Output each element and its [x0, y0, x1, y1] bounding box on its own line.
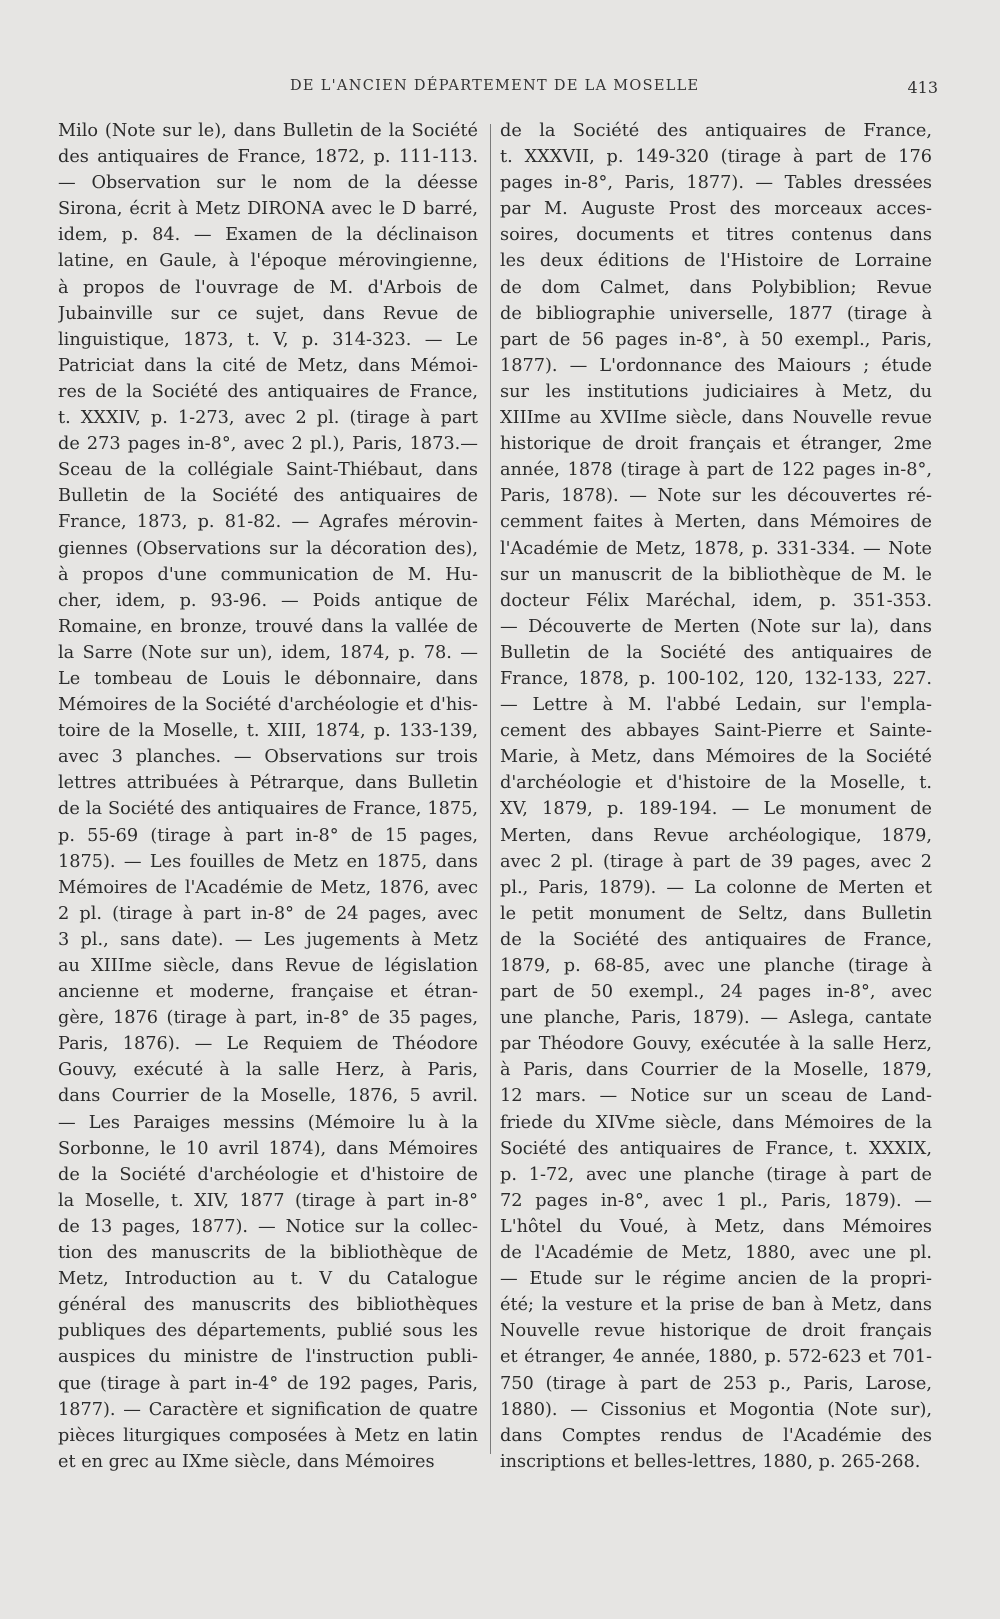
text-line: Sceau de la collégiale Saint-Thiébaut, dans: [58, 460, 478, 481]
text-line: de la Société d'archéologie et d'histoire de: [58, 1164, 478, 1185]
text-line: Marie, à Metz, dans Mémoires de la Société: [500, 747, 932, 768]
text-line: Milo (Note sur le), dans Bulletin de la Société: [58, 121, 478, 141]
text-line: Patriciat dans la cité de Metz, dans Mémoi-: [58, 355, 478, 376]
text-line: la Moselle, t. XIV, 1877 (tirage à part in-8°: [58, 1190, 478, 1211]
text-line: 72 pages in-8°, avec 1 pl., Paris, 1879). —: [500, 1190, 932, 1211]
text-line: dans Courrier de la Moselle, 1876, 5 avril.: [58, 1086, 478, 1107]
text-line: de 13 pages, 1877). — Notice sur la collec-: [58, 1216, 478, 1237]
text-line: France, 1878, p. 100-102, 120, 132-133, 227.: [500, 668, 932, 689]
text-line: Bulletin de la Société des antiquaires de: [500, 642, 932, 663]
text-line: de 273 pages in-8°, avec 2 pl.), Paris, 1873.—: [58, 434, 478, 455]
text-line: pièces liturgiques composées à Metz en latin: [58, 1425, 478, 1446]
text-line: Bulletin de la Société des antiquaires de: [58, 486, 478, 507]
text-line: auspices du ministre de l'instruction publi-: [58, 1347, 478, 1368]
text-line: Le tombeau de Louis le débonnaire, dans: [58, 668, 478, 689]
right-column: [500, 118, 932, 1475]
text-line: pl., Paris, 1879). — La colonne de Merten et: [500, 877, 932, 898]
text-line: sur les institutions judiciaires à Metz, du: [500, 381, 932, 402]
text-line: 750 (tirage à part de 253 p., Paris, Larose,: [500, 1373, 932, 1394]
text-line: Sirona, écrit à Metz DIRONA avec le D barré,: [58, 199, 478, 220]
text-line: que (tirage à part in-4° de 192 pages, Paris,: [58, 1373, 478, 1394]
text-line: 1877). — Caractère et signification de quatre: [58, 1399, 478, 1420]
text-line: d'archéologie et d'histoire de la Moselle, t.: [500, 773, 932, 794]
text-line: à Paris, dans Courrier de la Moselle, 1879,: [500, 1060, 932, 1081]
text-line: de la Société des antiquaires de France,: [500, 121, 932, 141]
text-line: cemment faites à Merten, dans Mémoires de: [500, 512, 932, 533]
text-line: Sorbonne, le 10 avril 1874), dans Mémoires: [58, 1138, 478, 1159]
text-line: 3 pl., sans date). — Les jugements à Metz: [58, 929, 478, 950]
text-line: la Sarre (Note sur un), idem, 1874, p. 78. —: [58, 642, 478, 663]
text-line: XIIIme au XVIIme siècle, dans Nouvelle revue: [500, 408, 932, 429]
text-line: Romaine, en bronze, trouvé dans la vallée de: [58, 616, 478, 637]
text-line: les deux éditions de l'Histoire de Lorraine: [500, 251, 932, 272]
text-line: giennes (Observations sur la décoration des),: [58, 538, 478, 559]
text-line: inscriptions et belles-lettres, 1880, p. 265-268.: [500, 1451, 921, 1472]
text-line: publiques des départements, publié sous les: [58, 1321, 478, 1342]
text-line: Merten, dans Revue archéologique, 1879,: [500, 825, 932, 846]
text-line: Gouvy, exécuté à la salle Herz, à Paris,: [58, 1060, 478, 1081]
text-line: Paris, 1876). — Le Requiem de Théodore: [58, 1034, 478, 1055]
text-line: 1879, p. 68-85, avec une planche (tirage à: [500, 956, 932, 976]
text-line: latine, en Gaule, à l'époque mérovingienne,: [58, 251, 478, 272]
text-line: France, 1873, p. 81-82. — Agrafes mérovin-: [58, 512, 478, 533]
text-line: le petit monument de Seltz, dans Bulletin: [500, 903, 932, 924]
text-line: de l'Académie de Metz, 1880, avec une pl.: [500, 1243, 932, 1264]
text-line: soires, documents et titres contenus dans: [500, 225, 932, 246]
text-line: au XIIIme siècle, dans Revue de législation: [58, 956, 478, 976]
text-line: et en grec au IXme siècle, dans Mémoires: [58, 1451, 435, 1472]
text-line: Paris, 1878). — Note sur les découvertes ré-: [500, 486, 932, 507]
text-line: part de 50 exempl., 24 pages in-8°, avec: [500, 982, 932, 1003]
text-line: Jubainville sur ce sujet, dans Revue de: [58, 303, 478, 324]
text-line: linguistique, 1873, t. V, p. 314-323. — Le: [58, 329, 478, 350]
text-line: — Découverte de Merten (Note sur la), dans: [500, 616, 932, 637]
text-line: — Etude sur le régime ancien de la propri-: [500, 1269, 932, 1290]
text-line: de la Société des antiquaires de France, 1875,: [58, 799, 478, 820]
text-line: gère, 1876 (tirage à part, in-8° de 35 pages,: [58, 1008, 478, 1029]
text-line: une planche, Paris, 1879). — Aslega, cantate: [500, 1008, 932, 1029]
text-line: général des manuscrits des bibliothèques: [58, 1295, 478, 1316]
text-line: historique de droit français et étranger, 2me: [500, 434, 932, 455]
text-line: année, 1878 (tirage à part de 122 pages in-8°,: [500, 460, 932, 481]
text-line: l'Académie de Metz, 1878, p. 331-334. — Note: [500, 538, 932, 559]
text-line: des antiquaires de France, 1872, p. 111-113.: [58, 147, 478, 168]
text-line: 1877). — L'ordonnance des Maiours ; étude: [500, 355, 932, 376]
text-line: XV, 1879, p. 189-194. — Le monument de: [500, 799, 932, 820]
text-line: Mémoires de la Société d'archéologie et d'his-: [58, 695, 478, 716]
text-line: tion des manuscrits de la bibliothèque de: [58, 1243, 478, 1264]
text-line: — Observation sur le nom de la déesse: [58, 173, 478, 194]
left-column: [58, 118, 478, 1475]
text-line: été; la vesture et la prise de ban à Metz, dans: [500, 1295, 932, 1316]
text-line: cher, idem, p. 93-96. — Poids antique de: [58, 590, 478, 611]
text-line: sur un manuscrit de la bibliothèque de M. le: [500, 564, 932, 585]
text-line: t. XXXVII, p. 149-320 (tirage à part de 176: [500, 147, 932, 168]
text-line: cement des abbayes Saint-Pierre et Sainte-: [500, 721, 932, 742]
text-line: 12 mars. — Notice sur un sceau de Land-: [500, 1086, 932, 1107]
text-line: pages in-8°, Paris, 1877). — Tables dressées: [500, 173, 932, 194]
text-line: 1875). — Les fouilles de Metz en 1875, dans: [58, 851, 478, 872]
text-line: 2 pl. (tirage à part in-8° de 24 pages, avec: [58, 903, 478, 924]
text-line: lettres attribuées à Pétrarque, dans Bulletin: [58, 773, 478, 794]
text-line: ancienne et moderne, française et étran-: [58, 982, 478, 1003]
text-line: et étranger, 4e année, 1880, p. 572-623 et 701-: [500, 1347, 932, 1368]
text-line: friede du XIVme siècle, dans Mémoires de la: [500, 1112, 932, 1133]
text-line: avec 2 pl. (tirage à part de 39 pages, avec 2: [500, 851, 932, 872]
text-line: — Lettre à M. l'abbé Ledain, sur l'empla-: [500, 695, 932, 716]
text-line: 1880). — Cissonius et Mogontia (Note sur),: [500, 1399, 932, 1420]
text-line: idem, p. 84. — Examen de la déclinaison: [58, 225, 478, 246]
text-line: p. 55-69 (tirage à part in-8° de 15 pages,: [58, 825, 478, 846]
text-line: de dom Calmet, dans Polybiblion; Revue: [500, 277, 932, 298]
text-line: docteur Félix Maréchal, idem, p. 351-353.: [500, 590, 932, 611]
text-line: de bibliographie universelle, 1877 (tirage à: [500, 303, 932, 324]
text-line: — Les Paraiges messins (Mémoire lu à la: [58, 1112, 478, 1133]
text-line: à propos d'une communication de M. Hu-: [58, 564, 478, 585]
running-title: DE L'ANCIEN DÉPARTEMENT DE LA MOSELLE: [290, 78, 700, 94]
text-line: dans Comptes rendus de l'Académie des: [500, 1425, 932, 1446]
text-line: Mémoires de l'Académie de Metz, 1876, avec: [58, 877, 478, 898]
text-line: avec 3 planches. — Observations sur trois: [58, 747, 478, 768]
text-line: Nouvelle revue historique de droit français: [500, 1321, 932, 1342]
text-line: L'hôtel du Voué, à Metz, dans Mémoires: [500, 1216, 932, 1237]
text-line: par M. Auguste Prost des morceaux acces-: [500, 199, 932, 220]
text-line: toire de la Moselle, t. XIII, 1874, p. 133-139,: [58, 721, 478, 742]
running-head: [60, 78, 938, 102]
text-line: à propos de l'ouvrage de M. d'Arbois de: [58, 277, 478, 298]
column-divider: [490, 124, 491, 1454]
text-line: res de la Société des antiquaires de France,: [58, 381, 478, 402]
text-line: t. XXXIV, p. 1-273, avec 2 pl. (tirage à part: [58, 408, 478, 429]
text-line: part de 56 pages in-8°, à 50 exempl., Paris,: [500, 329, 932, 350]
text-line: par Théodore Gouvy, exécutée à la salle Herz,: [500, 1034, 932, 1055]
text-line: p. 1-72, avec une planche (tirage à part de: [500, 1164, 932, 1185]
text-line: de la Société des antiquaires de France,: [500, 929, 932, 950]
page-number: 413: [907, 78, 938, 97]
text-line: Société des antiquaires de France, t. XXXIX,: [500, 1138, 932, 1159]
text-line: Metz, Introduction au t. V du Catalogue: [58, 1269, 478, 1290]
